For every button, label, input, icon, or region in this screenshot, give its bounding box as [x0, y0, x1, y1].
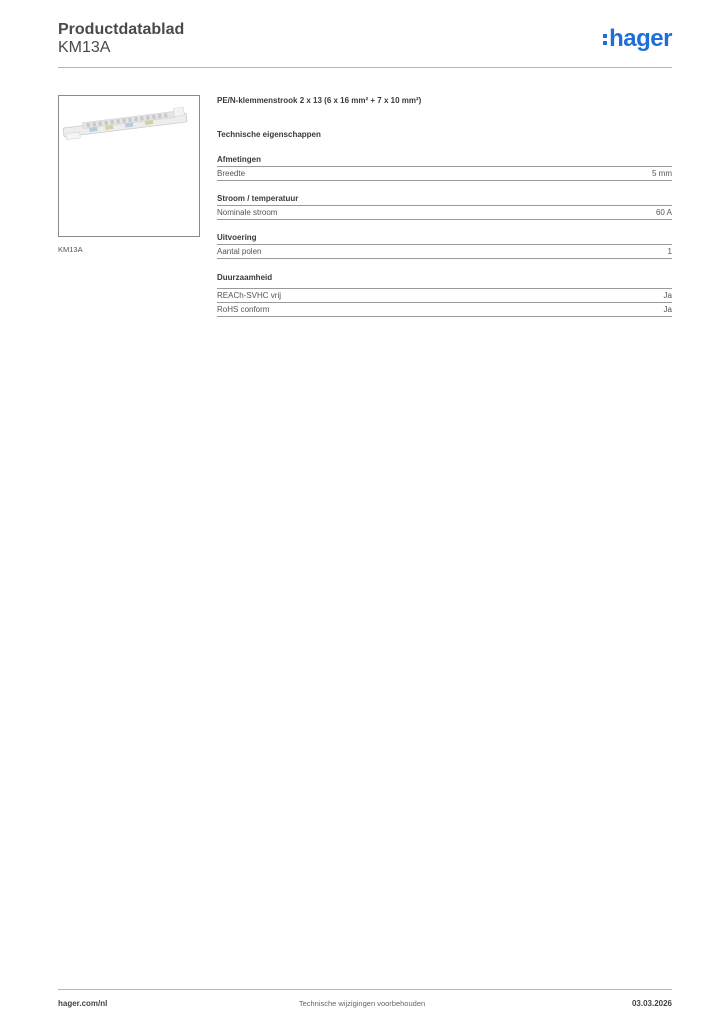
page-title: Productdatablad [58, 21, 185, 38]
spec-label: Breedte [217, 169, 246, 178]
spec-label: RoHS conform [217, 305, 270, 314]
spec-value: 60 A [655, 208, 672, 217]
footer-date: 03.03.2026 [631, 999, 672, 1008]
logo-text: hager [609, 25, 672, 52]
header-divider [58, 67, 672, 68]
terminal-strip-illustration [59, 96, 199, 236]
specifications-panel [217, 96, 672, 317]
spec-label: Nominale stroom [217, 208, 278, 217]
group-heading-duurzaamheid: Duurzaamheid [217, 273, 672, 289]
spec-value: 1 [667, 247, 672, 256]
group-heading-afmetingen: Afmetingen [217, 155, 672, 167]
footer-website-link[interactable]: hager.com/nl [58, 999, 108, 1008]
spec-row [217, 289, 672, 303]
section-title: Technische eigenschappen [217, 130, 321, 139]
spec-label: Aantal polen [217, 247, 262, 256]
spec-value: Ja [663, 291, 672, 300]
product-code: KM13A [58, 39, 111, 56]
hager-logo [603, 26, 672, 52]
group-heading-stroom: Stroom / temperatuur [217, 194, 672, 206]
footer-disclaimer: Technische wijzigingen voorbehouden [298, 999, 426, 1008]
group-heading-uitvoering: Uitvoering [217, 233, 672, 245]
spec-value: 5 mm [652, 169, 672, 178]
footer-divider [58, 989, 672, 990]
spec-row [217, 206, 672, 220]
logo-dots-icon [603, 34, 607, 45]
spec-label: REACh-SVHC vrij [217, 291, 282, 300]
product-description: PE/N-klemmenstrook 2 x 13 (6 x 16 mm² + 7 x 10 mm²) [217, 96, 422, 105]
spec-row [217, 167, 672, 181]
image-caption: KM13A [58, 245, 83, 254]
spec-row [217, 245, 672, 259]
product-image [58, 95, 200, 237]
spec-value: Ja [663, 305, 672, 314]
spec-row [217, 303, 672, 317]
